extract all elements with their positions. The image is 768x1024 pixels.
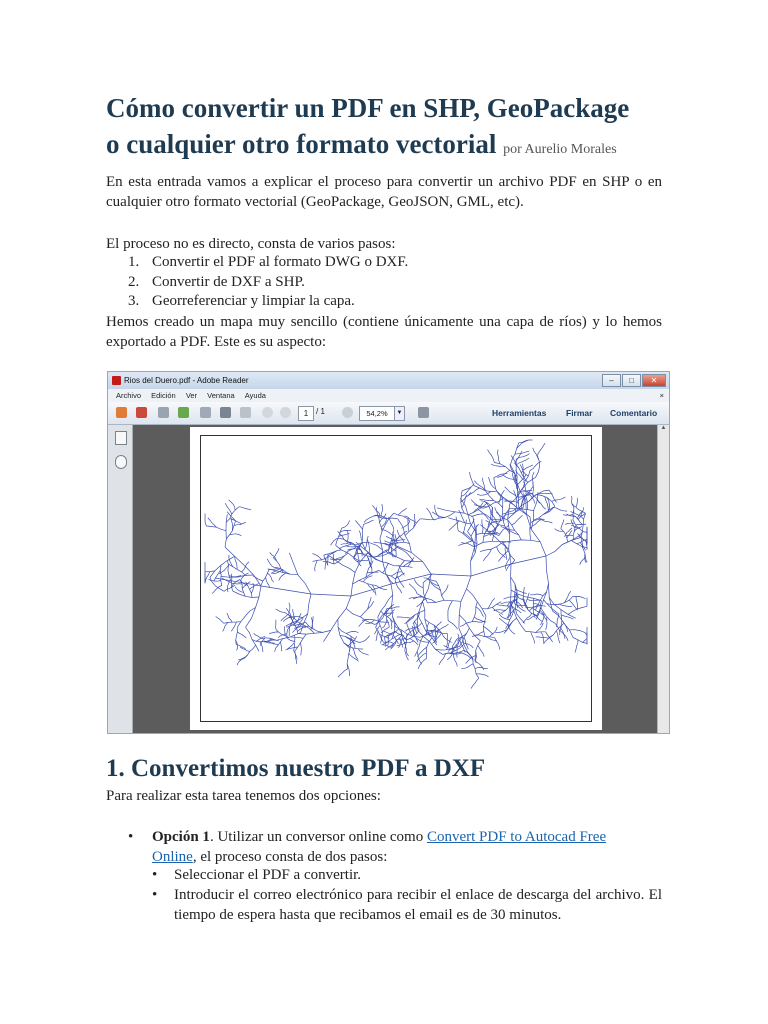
step-text: Convertir el PDF al formato DWG o DXF. [152, 254, 409, 270]
river-line [225, 503, 232, 514]
river-line [414, 579, 423, 588]
river-line [254, 633, 262, 638]
river-line [526, 499, 546, 556]
river-line [389, 552, 423, 562]
river-line [279, 573, 287, 581]
step-item [106, 292, 662, 312]
map-paragraph: Hemos creado un mapa muy sencillo (contiene únicamente una capa de ríos) y lo hemos exportado a PDF. Este es su aspecto: [106, 314, 662, 350]
map-frame [200, 435, 592, 722]
window-controls [602, 374, 666, 387]
convert-pdf-link-continued[interactable]: Online [152, 849, 193, 865]
river-line [466, 656, 476, 664]
steps-list [106, 253, 662, 312]
email-icon[interactable] [240, 407, 251, 418]
river-line [479, 499, 493, 500]
river-line [342, 520, 350, 528]
sub-bullet-item: Introducir el correo electrónico para recibir el enlace de descarga del archivo. El tiempo de espera hasta que recibamos el email es de 30 minutos. [174, 887, 662, 923]
river-line [546, 556, 552, 611]
river-line [315, 560, 318, 571]
river-line [546, 538, 581, 557]
river-line [497, 547, 506, 558]
river-line [476, 607, 484, 617]
navigation-pane [108, 425, 133, 733]
river-line [447, 634, 448, 648]
river-line [553, 507, 567, 511]
upload-icon[interactable] [178, 407, 189, 418]
river-line [324, 596, 352, 642]
river-line [229, 534, 241, 536]
river-line [233, 591, 259, 598]
river-line [323, 562, 334, 564]
river-line [362, 525, 363, 543]
edit-icon[interactable] [158, 407, 169, 418]
river-line [362, 543, 383, 562]
river-line [349, 654, 359, 662]
river-line [358, 649, 369, 655]
river-line [525, 593, 529, 606]
river-line [512, 515, 523, 525]
river-line [231, 622, 236, 631]
menu-edicion[interactable]: Edición [151, 391, 176, 400]
river-line [536, 455, 540, 477]
river-line [478, 510, 488, 520]
river-line [346, 631, 358, 633]
river-line [560, 604, 573, 606]
sign-button[interactable]: Firmar [566, 408, 593, 418]
river-line [502, 541, 515, 560]
river-line [397, 617, 411, 618]
option-1-rest: , el proceso consta de dos pasos: [192, 849, 388, 865]
zoom-dropdown-icon[interactable]: ▼ [394, 406, 405, 421]
river-line [281, 642, 282, 652]
window-title: Rios del Duero.pdf - Adobe Reader [124, 376, 249, 385]
river-line [539, 518, 552, 523]
title-line-2: o cualquier otro formato vectorial [106, 129, 497, 159]
option-1-label: Opción 1 [152, 829, 210, 845]
river-line [340, 530, 351, 532]
river-line [494, 610, 506, 611]
step-item [106, 253, 662, 273]
river-line [253, 576, 263, 581]
river-line [569, 630, 587, 636]
river-line [395, 561, 404, 581]
river-line [227, 613, 232, 622]
river-line [216, 616, 224, 623]
river-line [575, 640, 578, 653]
river-line [537, 443, 545, 455]
river-line [381, 528, 393, 536]
close-button[interactable]: ✕ [642, 374, 666, 387]
river-line [583, 634, 588, 642]
river-line [409, 584, 417, 594]
river-line [536, 495, 555, 507]
river-line [456, 645, 457, 658]
river-line [210, 556, 235, 577]
reader-toolbar [108, 402, 669, 425]
maximize-button[interactable]: □ [622, 374, 641, 387]
river-line [241, 573, 249, 580]
river-line [291, 637, 304, 638]
bullet-icon: • [152, 887, 158, 903]
article-title [106, 90, 666, 168]
river-line [239, 507, 251, 510]
river-line [220, 565, 222, 585]
step-number: 2. [128, 273, 140, 290]
section-1-intro: Para realizar esta tarea tenemos dos opciones: [106, 788, 381, 804]
river-line [577, 524, 587, 525]
river-line [546, 632, 553, 642]
create-pdf-icon[interactable] [116, 407, 127, 418]
river-line [417, 630, 442, 655]
river-line [267, 559, 274, 568]
tools-button[interactable]: Herramientas [492, 408, 547, 418]
river-line [276, 609, 285, 612]
river-line [511, 603, 526, 631]
river-line [359, 636, 369, 643]
river-line [295, 651, 297, 664]
river-line [561, 520, 564, 529]
sub-bullet-item: Seleccionar el PDF a convertir. [174, 867, 362, 883]
page-total: / 1 [316, 407, 325, 416]
section-1-heading: 1. Convertimos nuestro PDF a DXF [106, 755, 486, 782]
river-line [301, 643, 302, 656]
river-line [231, 518, 232, 531]
river-line [345, 547, 357, 554]
river-line [442, 585, 449, 596]
river-line [347, 664, 349, 677]
river-line [498, 450, 501, 464]
river-line [536, 623, 544, 633]
river-line [511, 455, 519, 467]
river-line [415, 636, 424, 656]
river-line [224, 585, 235, 591]
river-line [427, 508, 434, 520]
next-page-icon[interactable] [280, 407, 291, 418]
river-line [365, 620, 374, 624]
option-1-text: . Utilizar un conversor online como [209, 829, 427, 845]
bullet-icon: • [128, 829, 134, 845]
river-line [495, 638, 500, 650]
river-line [564, 535, 573, 536]
river-line [386, 552, 396, 558]
river-line [573, 638, 587, 645]
river-line [516, 454, 529, 460]
print-icon[interactable] [220, 407, 231, 418]
menu-ventana[interactable]: Ventana [207, 391, 235, 400]
river-line [359, 580, 377, 585]
river-line [483, 549, 491, 561]
river-line [363, 576, 372, 582]
river-line [583, 532, 587, 537]
page-number-input[interactable]: 1 [298, 406, 314, 421]
river-line [541, 608, 555, 623]
river-line [458, 531, 477, 544]
river-line [523, 600, 536, 615]
river-line [576, 498, 578, 507]
river-line [235, 557, 237, 569]
menu-archivo[interactable]: Archivo [116, 391, 142, 400]
river-line [520, 465, 528, 477]
river-line [420, 519, 434, 520]
step-number: 1. [128, 254, 140, 270]
title-line-1: Cómo convertir un PDF en SHP, GeoPackage [106, 93, 630, 123]
river-line [468, 519, 475, 532]
river-line [389, 517, 394, 530]
river-line [242, 562, 249, 572]
byline: por Aurelio Morales [503, 142, 617, 157]
river-line [536, 637, 549, 638]
river-line [289, 627, 290, 637]
river-line [462, 484, 474, 491]
river-line [287, 638, 295, 642]
river-line [461, 664, 473, 669]
river-line [378, 617, 383, 633]
river-line [205, 514, 206, 526]
menu-bar [108, 389, 669, 402]
river-line [504, 597, 516, 600]
step-text: Georreferenciar y limpiar la capa. [152, 293, 355, 309]
tools-extra-icon[interactable] [418, 407, 429, 418]
convert-pdf-link[interactable]: Convert PDF to Autocad Free [426, 829, 607, 845]
river-line [580, 558, 586, 565]
river-line [261, 569, 269, 585]
pdf-app-icon [112, 376, 121, 385]
river-line [549, 490, 557, 502]
river-line [399, 638, 403, 648]
river-line [267, 573, 273, 582]
river-line [339, 538, 356, 545]
menu-ver[interactable]: Ver [185, 391, 198, 400]
river-line [436, 581, 444, 600]
river-line [531, 632, 535, 644]
river-line [266, 577, 270, 587]
option-1-item [152, 827, 662, 867]
river-line [384, 541, 431, 574]
river-line [439, 654, 445, 665]
vertical-scrollbar[interactable]: ▲ [657, 425, 669, 733]
river-line [347, 530, 348, 541]
river-line [208, 518, 217, 527]
menu-ayuda[interactable]: Ayuda [244, 391, 266, 400]
prev-page-icon[interactable] [262, 407, 273, 418]
pages-panel-icon[interactable] [115, 431, 127, 445]
river-line [571, 525, 580, 529]
step-item [106, 273, 662, 293]
river-line [269, 632, 279, 634]
river-line [529, 490, 549, 501]
river-line [381, 504, 382, 518]
river-line [313, 554, 322, 560]
save-icon[interactable] [200, 407, 211, 418]
river-line [448, 621, 458, 630]
river-line [241, 580, 246, 596]
minimize-button[interactable]: – [602, 374, 621, 387]
river-line [397, 547, 414, 561]
river-line [376, 631, 378, 641]
river-line [478, 645, 485, 656]
window-titlebar [108, 372, 669, 389]
bullet-icon: • [152, 867, 158, 883]
river-line [391, 572, 401, 576]
river-line [246, 586, 262, 627]
river-line [488, 450, 495, 463]
river-line [515, 451, 529, 454]
step-number: 3. [128, 293, 140, 309]
river-line [471, 678, 479, 688]
river-line [237, 608, 255, 628]
river-line [530, 594, 543, 596]
river-line [226, 521, 235, 539]
river-line [463, 532, 473, 542]
river-line [205, 572, 210, 584]
river-line [435, 622, 441, 630]
river-line [338, 669, 348, 677]
river-line [573, 596, 586, 599]
river-line [483, 626, 493, 634]
river-line [470, 472, 475, 486]
river-line [467, 589, 487, 616]
close-document-icon[interactable]: × [659, 391, 664, 400]
river-line [461, 492, 471, 502]
river-line [565, 523, 574, 524]
river-line [448, 601, 453, 621]
river-line [461, 543, 474, 548]
river-line [289, 553, 311, 594]
river-line [569, 600, 577, 610]
river-line [475, 668, 488, 669]
river-line [534, 507, 554, 520]
river-line [485, 514, 505, 526]
adobe-reader-screenshot [107, 371, 670, 734]
river-line [538, 493, 552, 494]
river-line [388, 636, 389, 646]
river-line [396, 638, 406, 640]
river-line [537, 498, 546, 509]
river-line [417, 598, 427, 606]
river-line [351, 553, 368, 596]
river-line [582, 547, 586, 562]
river-line [561, 615, 573, 619]
river-line [463, 520, 466, 534]
zoom-field[interactable]: 54,2% [359, 406, 395, 421]
river-line [363, 520, 373, 525]
open-icon[interactable] [136, 407, 147, 418]
river-line [334, 553, 348, 564]
river-line [426, 638, 432, 659]
river-line [215, 556, 546, 596]
comment-button[interactable]: Comentario [610, 408, 658, 418]
river-line [576, 596, 578, 609]
river-line [572, 496, 573, 505]
pdf-page [190, 427, 602, 730]
river-line [379, 621, 389, 622]
river-line [327, 554, 328, 565]
river-line [367, 539, 369, 553]
river-line [338, 619, 350, 648]
river-line [223, 622, 228, 631]
river-line [567, 530, 572, 538]
river-line [408, 557, 414, 566]
attachments-icon[interactable] [115, 455, 127, 469]
river-line [359, 531, 362, 542]
process-intro: El proceso no es directo, consta de varios pasos: [106, 236, 396, 252]
river-line [464, 650, 473, 660]
intro-paragraph: En esta entrada vamos a explicar el proceso para convertir un archivo PDF en SHP o en cualquier otro formato vectorial (GeoPackage, GeoJSON, GML, etc). [106, 174, 662, 210]
river-line [240, 647, 250, 651]
river-line [437, 624, 449, 631]
river-line [471, 514, 485, 517]
river-line [492, 607, 503, 614]
river-line [381, 645, 391, 648]
river-line [382, 619, 386, 628]
river-line [298, 630, 331, 634]
river-line [226, 507, 239, 523]
river-line [360, 601, 373, 617]
zoom-out-icon[interactable] [342, 407, 353, 418]
river-line [405, 519, 420, 536]
river-line [295, 634, 306, 651]
river-line [364, 515, 376, 522]
river-line [357, 549, 360, 560]
river-line [229, 500, 236, 510]
river-line [398, 508, 407, 515]
river-line [554, 596, 573, 604]
river-line [523, 587, 524, 600]
step-text: Convertir de DXF a SHP. [152, 273, 305, 290]
river-map [201, 436, 591, 721]
river-line [237, 632, 246, 638]
river-line [487, 598, 494, 609]
river-line [379, 570, 395, 578]
river-line [355, 520, 362, 529]
river-line [214, 570, 221, 581]
